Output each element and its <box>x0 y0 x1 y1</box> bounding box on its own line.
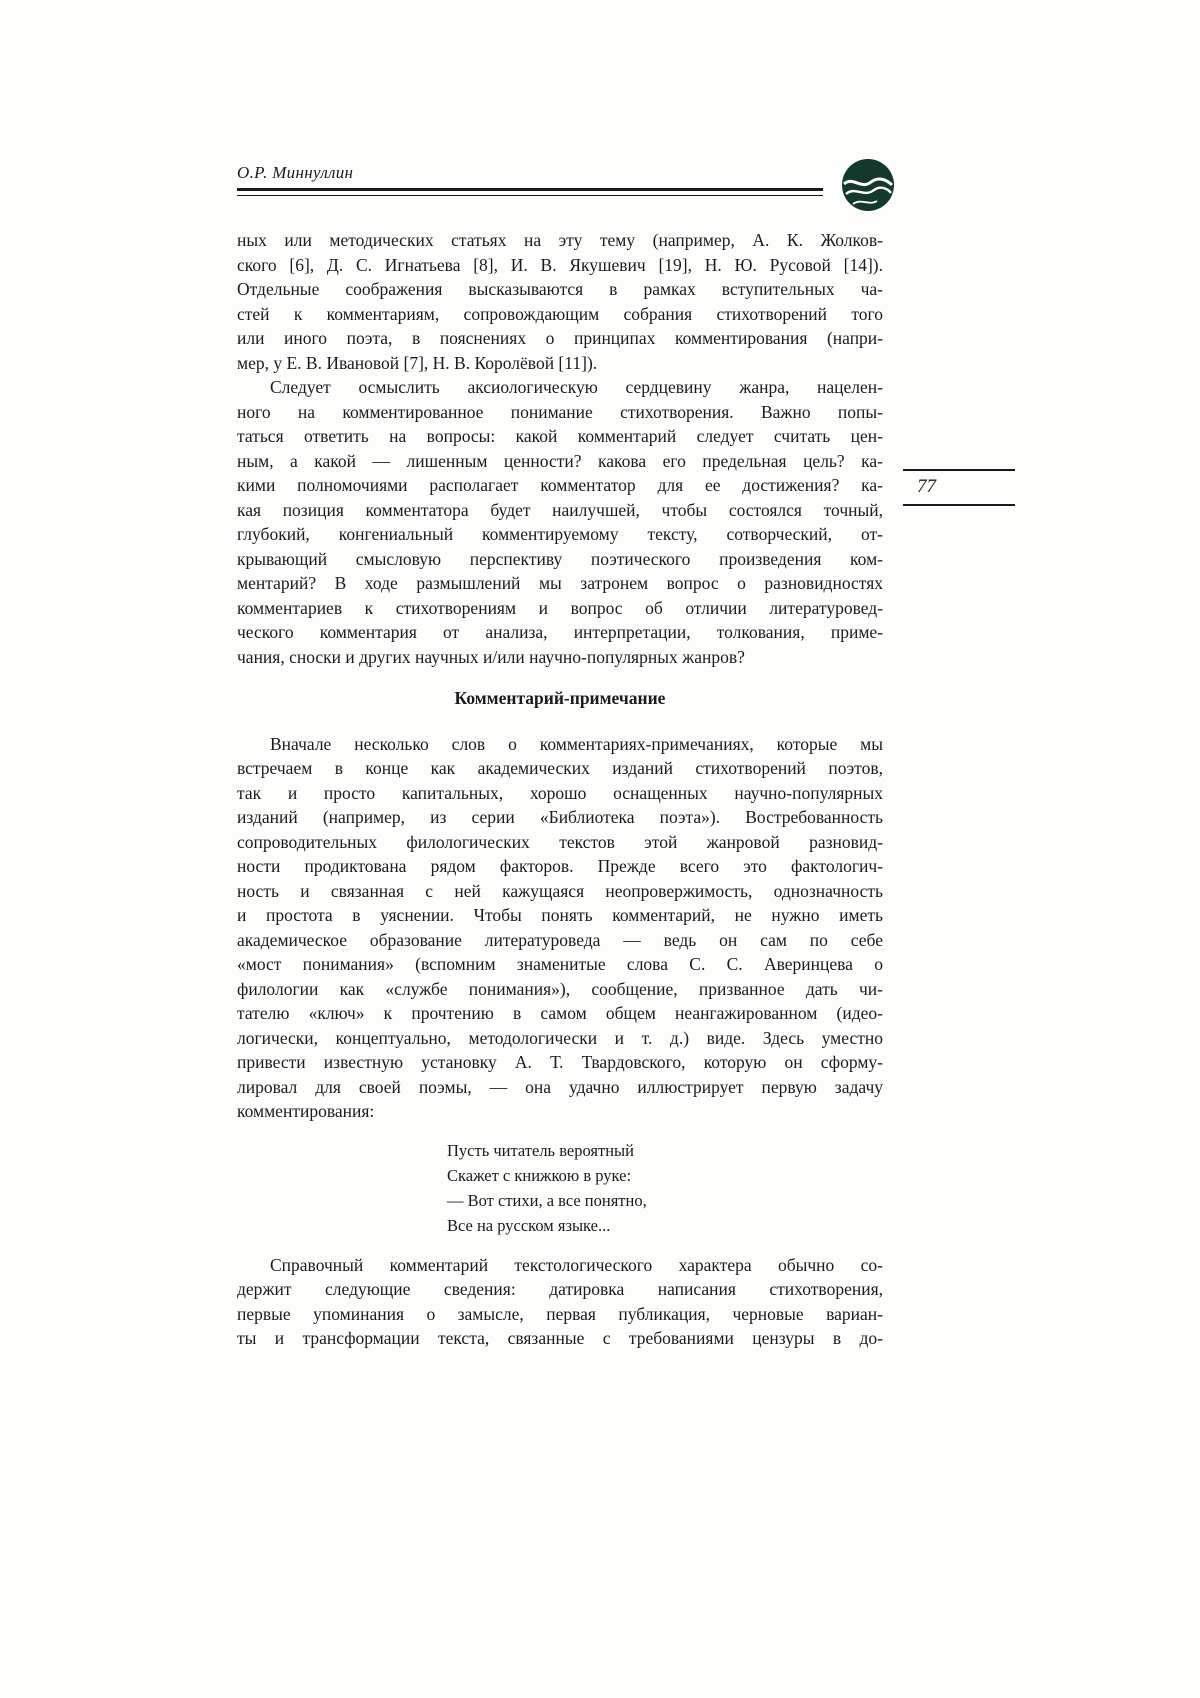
text-block <box>237 228 883 1351</box>
text-line: ность и связанная с ней кажущаяся неопровержимость, однозначность <box>237 880 883 901</box>
verse-line: Все на русском языке... <box>447 1215 611 1235</box>
text-line: Отдельные соображения высказываются в рамках вступительных ча- <box>237 279 883 299</box>
text-line: ности продиктована рядом факторов. Прежде всего это фактологич- <box>237 856 883 876</box>
verse-quote <box>447 1138 883 1238</box>
text-line: комментирования: <box>237 1101 375 1121</box>
text-line: филологии как «службе понимания»), сообщение, призванное дать чи- <box>237 978 883 999</box>
text-line: кая позиция комментатора будет наилучшей, чтобы состоялся точный, <box>237 499 883 520</box>
paragraph <box>237 1253 883 1351</box>
paragraph <box>237 228 883 375</box>
running-head <box>237 162 885 196</box>
text-line: Справочный комментарий текстологического характера обычно со- <box>270 1254 883 1275</box>
text-line: ных или методических статьях на эту тему (например, А. К. Жолков- <box>237 230 883 250</box>
text-line: комментариев к стихотворениям и вопрос об отличии литературовед- <box>237 597 883 618</box>
page-number-box <box>903 469 1015 506</box>
text-line: ты и трансформации текста, связанные с требованиями цензуры в до- <box>237 1328 883 1348</box>
text-line: Следует осмыслить аксиологическую сердцевину жанра, нацелен- <box>270 377 883 397</box>
text-line: Вначале несколько слов о комментариях-примечаниях, которые мы <box>270 733 883 754</box>
text-line: держит следующие сведения: датировка написания стихотворения, <box>237 1279 883 1299</box>
text-line: ского [6], Д. С. Игнатьева [8], И. В. Якушевич [19], Н. Ю. Русовой [14]). <box>237 254 883 275</box>
text-line: кими полномочиями располагает комментатор для ее достижения? ка- <box>237 475 883 495</box>
text-line: сопроводительных филологических текстов этой жанровой разновид- <box>237 831 883 852</box>
text-line: таться ответить на вопросы: какой комментарий следует считать цен- <box>237 426 883 446</box>
text-line: тателю «ключ» к прочтению в самом общем неангажированном (идео- <box>237 1003 883 1023</box>
paragraph <box>237 375 883 669</box>
text-line: мер, у Е. В. Ивановой [7], Н. В. Королёвой [11]). <box>237 352 598 373</box>
verse-line: — Вот стихи, а все понятно, <box>447 1190 647 1210</box>
verse-line: Скажет с книжкою в руке: <box>447 1165 632 1185</box>
verse-line: Пусть читатель вероятный <box>447 1140 634 1160</box>
text-line: крывающий смысловую перспективу поэтического произведения ком- <box>237 548 883 569</box>
text-line: глубокий, конгениальный комментируемому тексту, сотворческий, от- <box>237 524 883 544</box>
text-line: академическое образование литературоведа — ведь он сам по себе <box>237 929 883 950</box>
text-line: чания, сноски и других научных и/или научно-популярных жанров? <box>237 646 745 667</box>
text-line: и простота в уяснении. Чтобы понять комментарий, не нужно иметь <box>237 905 883 925</box>
text-line: изданий (например, из серии «Библиотека поэта»). Востребованность <box>237 807 883 827</box>
text-line: или иного поэта, в пояснениях о принципах комментирования (напри- <box>237 328 883 348</box>
text-line: привести известную установку А. Т. Твардовского, которую он сформу- <box>237 1052 883 1072</box>
page-number: 77 <box>917 476 936 497</box>
header-rule <box>237 188 823 196</box>
text-line: первые упоминания о замысле, первая публикация, черновые вариан- <box>237 1303 883 1324</box>
text-line: встречаем в конце как академических изданий стихотворений поэтов, <box>237 758 883 778</box>
text-line: так и просто капитальных, хорошо оснащенных научно-популярных <box>237 782 883 803</box>
text-line: ческого комментария от анализа, интерпретации, толкования, приме- <box>237 622 883 642</box>
author-name: О.Р. Миннуллин <box>237 163 354 182</box>
section-heading: Комментарий-примечание <box>454 688 666 708</box>
text-line: лировал для своей поэмы, — она удачно иллюстрирует первую задачу <box>237 1076 883 1097</box>
text-line: ментарий? В ходе размышлений мы затронем вопрос о разновидностях <box>237 573 883 593</box>
publisher-logo-icon <box>841 158 895 212</box>
paragraph <box>237 732 883 1124</box>
text-line: стей к комментариям, сопровождающим собрания стихотворений того <box>237 303 883 324</box>
text-line: ного на комментированное понимание стихотворения. Важно попы- <box>237 401 883 422</box>
text-line: ным, а какой — лишенным ценности? какова его предельная цель? ка- <box>237 450 883 471</box>
text-line: «мост понимания» (вспомним знаменитые слова С. С. Аверинцева о <box>237 954 883 974</box>
text-line: логически, концептуально, методологически и т. д.) виде. Здесь уместно <box>237 1027 883 1048</box>
